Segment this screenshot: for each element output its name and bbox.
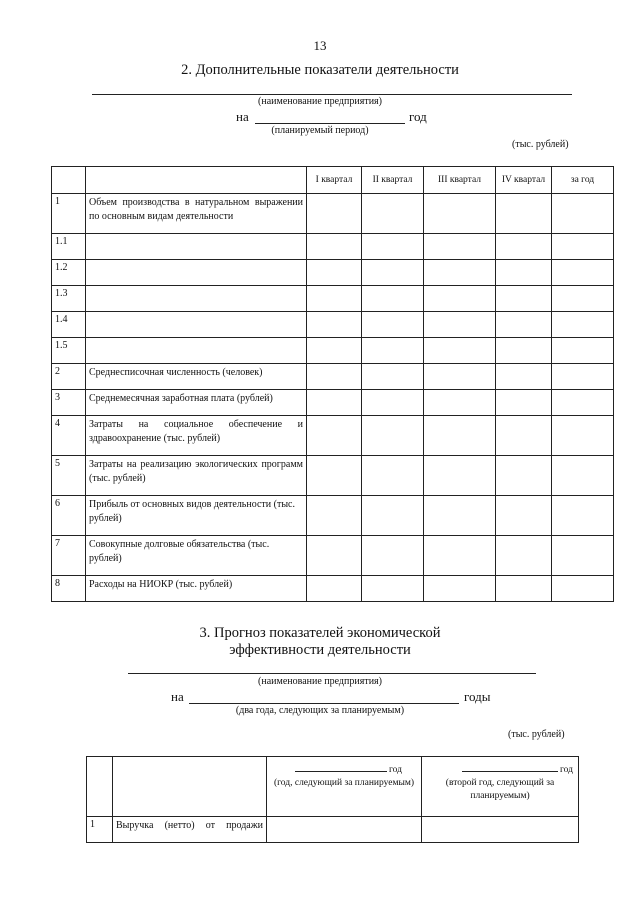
indicators-table [51,166,614,602]
row-num: 1.2 [52,260,86,286]
forecast-header-num [87,757,113,817]
section3-gody-label: годы [464,689,491,704]
page-number: 13 [313,38,327,53]
row-indicator: Затраты на реализацию экологических программ (тыс. рублей) [86,456,307,496]
row-indicator: Совокупные долговые обязательства (тыс. рублей) [86,536,307,576]
cell-q4[interactable] [496,260,552,286]
cell-q1[interactable] [307,260,362,286]
cell-q2[interactable] [362,338,424,364]
cell-q1[interactable] [307,286,362,312]
section2-na-label: на [236,109,249,124]
cell-q1[interactable] [307,576,362,602]
cell-q1[interactable] [307,194,362,234]
cell-year[interactable] [552,194,614,234]
section3-period-caption: (два года, следующих за планируемым) [235,705,405,716]
row-indicator: Расходы на НИОКР (тыс. рублей) [86,576,307,602]
cell-q3[interactable] [424,260,496,286]
cell-q3[interactable] [424,390,496,416]
cell-q1[interactable] [307,496,362,536]
table-row [87,817,579,843]
header-q4: IV квартал [496,167,552,194]
cell-q3[interactable] [424,364,496,390]
cell-year[interactable] [552,312,614,338]
section3-na-label: на [171,689,184,704]
row-num: 1.5 [52,338,86,364]
cell-q3[interactable] [424,286,496,312]
cell-q3[interactable] [424,536,496,576]
table-row [52,496,614,536]
cell-year2[interactable] [422,817,579,843]
cell-q3[interactable] [424,456,496,496]
row-num: 2 [52,364,86,390]
cell-q4[interactable] [496,234,552,260]
row-num: 3 [52,390,86,416]
table-row [52,234,614,260]
row-indicator: Выручка (нетто) от продажи [113,817,267,843]
row-num: 1.3 [52,286,86,312]
header-q3: III квартал [424,167,496,194]
cell-year[interactable] [552,364,614,390]
section2-period-caption: (планируемый период) [271,125,369,136]
section3-org-line[interactable] [128,673,536,674]
forecast-header-row [87,757,579,817]
cell-year[interactable] [552,338,614,364]
cell-q3[interactable] [424,576,496,602]
table-row [52,286,614,312]
row-num: 1 [52,194,86,234]
table-row [52,194,614,234]
table-row [52,312,614,338]
cell-q2[interactable] [362,456,424,496]
year2-caption: (второй год, следующий за планируемым) [445,778,555,801]
cell-q1[interactable] [307,364,362,390]
cell-year[interactable] [552,390,614,416]
cell-q2[interactable] [362,312,424,338]
row-num: 1.4 [52,312,86,338]
table-row [52,576,614,602]
cell-q4[interactable] [496,456,552,496]
cell-q3[interactable] [424,234,496,260]
cell-q3[interactable] [424,496,496,536]
cell-q3[interactable] [424,194,496,234]
cell-q2[interactable] [362,364,424,390]
row-indicator: Объем производства в натуральном выражении по основным видам деятельности [86,194,307,234]
cell-year[interactable] [552,536,614,576]
row-num: 6 [52,496,86,536]
forecast-table [86,756,579,843]
cell-q3[interactable] [424,338,496,364]
cell-year[interactable] [552,286,614,312]
cell-q1[interactable] [307,456,362,496]
row-indicator[interactable] [86,338,307,364]
cell-year1[interactable] [267,817,422,843]
row-indicator[interactable] [86,234,307,260]
table-row [52,338,614,364]
cell-year[interactable] [552,496,614,536]
section2-org-line[interactable] [92,94,572,95]
cell-q2[interactable] [362,260,424,286]
cell-q1[interactable] [307,312,362,338]
year1-fill-line[interactable] [295,771,387,772]
section2-god-label: год [409,109,427,124]
cell-q3[interactable] [424,312,496,338]
cell-year[interactable] [552,260,614,286]
row-indicator: Среднесписочная численность (человек) [86,364,307,390]
table-row [52,416,614,456]
forecast-header-indicator [113,757,267,817]
section3-title-line1: 3. Прогноз показателей экономической [199,625,441,641]
table-row [52,456,614,496]
row-indicator: Прибыль от основных видов деятельности (тыс. рублей) [86,496,307,536]
row-num: 1.1 [52,234,86,260]
cell-q2[interactable] [362,576,424,602]
section2-org-caption: (наименование предприятия) [258,96,382,107]
header-year: за год [552,167,614,194]
table-row [52,390,614,416]
forecast-header-year2 [422,757,579,817]
cell-year[interactable] [552,456,614,496]
row-indicator[interactable] [86,260,307,286]
year2-god-label: год [560,765,573,775]
cell-q4[interactable] [496,496,552,536]
header-q2: II квартал [362,167,424,194]
header-num [52,167,86,194]
cell-q4[interactable] [496,364,552,390]
cell-q4[interactable] [496,576,552,602]
row-num: 7 [52,536,86,576]
cell-q4[interactable] [496,338,552,364]
cell-q2[interactable] [362,286,424,312]
section2-period-line[interactable] [255,123,405,124]
cell-q2[interactable] [362,390,424,416]
cell-q1[interactable] [307,416,362,456]
section3-units: (тыс. рублей) [508,729,565,740]
header-q1: I квартал [307,167,362,194]
cell-year[interactable] [552,416,614,456]
cell-q4[interactable] [496,536,552,576]
table-header-row [52,167,614,194]
row-indicator: Среднемесячная заработная плата (рублей) [86,390,307,416]
cell-q4[interactable] [496,416,552,456]
row-indicator[interactable] [86,312,307,338]
cell-q1[interactable] [307,338,362,364]
forecast-header-year1 [267,757,422,817]
table-row [52,536,614,576]
year1-god-label: год [389,765,402,775]
row-indicator: Затраты на социальное обеспечение и здравоохранение (тыс. рублей) [86,416,307,456]
cell-q1[interactable] [307,536,362,576]
year1-caption: (год, следующий за планируемым) [273,778,415,788]
cell-q2[interactable] [362,496,424,536]
row-num: 5 [52,456,86,496]
cell-year[interactable] [552,234,614,260]
cell-q4[interactable] [496,390,552,416]
cell-q4[interactable] [496,194,552,234]
section3-org-caption: (наименование предприятия) [258,676,382,687]
section2-title: 2. Дополнительные показатели деятельности [181,62,459,78]
row-num: 8 [52,576,86,602]
cell-q1[interactable] [307,390,362,416]
cell-q2[interactable] [362,416,424,456]
row-num: 4 [52,416,86,456]
cell-q3[interactable] [424,416,496,456]
cell-q4[interactable] [496,312,552,338]
section2-units: (тыс. рублей) [512,139,569,150]
table-row [52,364,614,390]
cell-q1[interactable] [307,234,362,260]
cell-q2[interactable] [362,536,424,576]
table-row [52,260,614,286]
cell-q2[interactable] [362,234,424,260]
cell-year[interactable] [552,576,614,602]
row-num: 1 [87,817,113,843]
row-indicator[interactable] [86,286,307,312]
cell-q2[interactable] [362,194,424,234]
header-indicator [86,167,307,194]
cell-q4[interactable] [496,286,552,312]
section3-title-line2: эффективности деятельности [229,642,411,658]
year2-fill-line[interactable] [462,771,558,772]
section3-period-line[interactable] [189,703,459,704]
